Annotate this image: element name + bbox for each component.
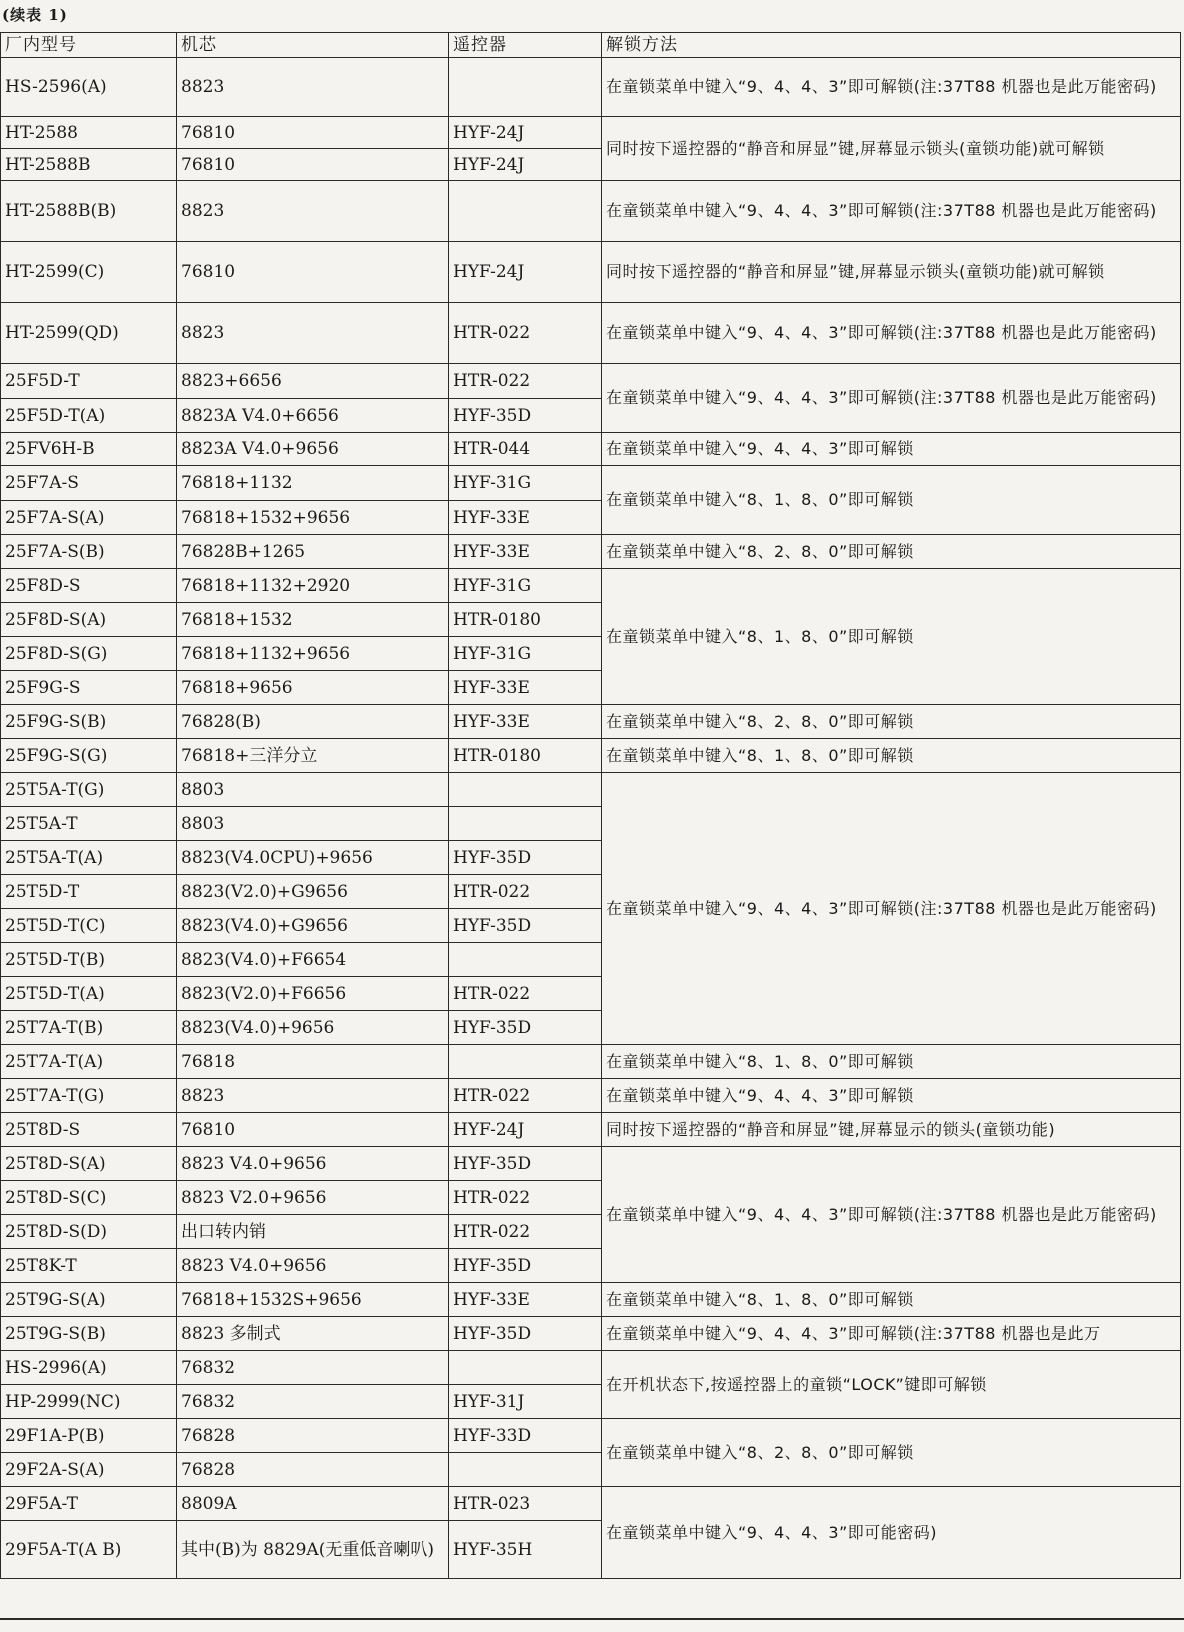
cell-chassis: 8823 V4.0+9656 xyxy=(177,1147,449,1181)
table-row xyxy=(1,58,1181,117)
cell-remote: HTR-022 xyxy=(449,303,602,364)
table-row xyxy=(1,739,1181,773)
cell-chassis: 8823 多制式 xyxy=(177,1317,449,1351)
cell-chassis: 76818+1532 xyxy=(177,603,449,637)
cell-model: 25F7A-S xyxy=(1,466,177,501)
table-row xyxy=(1,1317,1181,1351)
cell-method: 在童锁菜单中键入“9、4、4、3”即可解锁 xyxy=(602,433,1181,466)
cell-model: 29F2A-S(A) xyxy=(1,1453,177,1487)
cell-model: 25F5D-T xyxy=(1,364,177,399)
cell-remote: HTR-022 xyxy=(449,977,602,1011)
cell-remote: HYF-35H xyxy=(449,1521,602,1579)
cell-model: 25T5D-T xyxy=(1,875,177,909)
cell-chassis: 76828 xyxy=(177,1453,449,1487)
cell-remote: HTR-022 xyxy=(449,1215,602,1249)
cell-method: 在童锁菜单中键入“9、4、4、3”即可解锁(注:37T88 机器也是此万能密码) xyxy=(602,181,1181,242)
cell-method: 在童锁菜单中键入“9、4、4、3”即可解锁 xyxy=(602,1079,1181,1113)
cell-remote: HYF-35D xyxy=(449,399,602,433)
cell-model: 25T5A-T(G) xyxy=(1,773,177,807)
cell-remote: HYF-24J xyxy=(449,117,602,149)
table-row xyxy=(1,1147,1181,1181)
cell-remote: HYF-35D xyxy=(449,1147,602,1181)
cell-model: 25F9G-S(G) xyxy=(1,739,177,773)
table-caption: (续表 1) xyxy=(2,6,68,24)
cell-method: 同时按下遥控器的“静音和屏显”键,屏幕显示锁头(童锁功能)就可解锁 xyxy=(602,117,1181,181)
cell-chassis: 8823 xyxy=(177,1079,449,1113)
cell-model: 25F5D-T(A) xyxy=(1,399,177,433)
cell-method: 同时按下遥控器的“静音和屏显”键,屏幕显示锁头(童锁功能)就可解锁 xyxy=(602,242,1181,303)
cell-remote: HYF-33E xyxy=(449,705,602,739)
cell-remote: HTR-044 xyxy=(449,433,602,466)
cell-chassis: 76810 xyxy=(177,149,449,181)
cell-chassis: 76818+1532S+9656 xyxy=(177,1283,449,1317)
cell-remote xyxy=(449,1453,602,1487)
cell-chassis: 8823(V4.0)+9656 xyxy=(177,1011,449,1045)
cell-chassis: 76810 xyxy=(177,117,449,149)
unlock-method-table xyxy=(0,32,1181,1579)
cell-model: HT-2599(QD) xyxy=(1,303,177,364)
cell-method: 在童锁菜单中键入“9、4、4、3”即可解锁(注:37T88 机器也是此万能密码) xyxy=(602,58,1181,117)
cell-remote xyxy=(449,1045,602,1079)
cell-remote xyxy=(449,807,602,841)
cell-chassis: 8823 xyxy=(177,303,449,364)
header-model: 厂内型号 xyxy=(1,33,177,58)
cell-model: 25T8D-S(D) xyxy=(1,1215,177,1249)
cell-chassis: 8803 xyxy=(177,807,449,841)
cell-remote: HYF-33E xyxy=(449,535,602,569)
cell-model: HT-2599(C) xyxy=(1,242,177,303)
cell-model: 25T5A-T(A) xyxy=(1,841,177,875)
table-row xyxy=(1,1079,1181,1113)
header-method: 解锁方法 xyxy=(602,33,1181,58)
cell-remote: HYF-33D xyxy=(449,1419,602,1453)
cell-chassis: 76810 xyxy=(177,1113,449,1147)
cell-model: 29F5A-T xyxy=(1,1487,177,1521)
table-row xyxy=(1,1487,1181,1521)
cell-method: 在开机状态下,按遥控器上的童锁“LOCK”键即可解锁 xyxy=(602,1351,1181,1419)
cell-chassis: 76828(B) xyxy=(177,705,449,739)
cell-remote: HYF-31G xyxy=(449,466,602,501)
cell-chassis: 8823(V2.0)+G9656 xyxy=(177,875,449,909)
cell-remote: HYF-35D xyxy=(449,1249,602,1283)
cell-method: 在童锁菜单中键入“8、2、8、0”即可解锁 xyxy=(602,1419,1181,1487)
cell-remote: HYF-24J xyxy=(449,1113,602,1147)
cell-model: HT-2588 xyxy=(1,117,177,149)
cell-chassis: 76818+9656 xyxy=(177,671,449,705)
cell-remote: HYF-35D xyxy=(449,1317,602,1351)
cell-chassis: 其中(B)为 8829A(无重低音喇叭) xyxy=(177,1521,449,1579)
table-row xyxy=(1,242,1181,303)
cell-model: 29F1A-P(B) xyxy=(1,1419,177,1453)
cell-method: 同时按下遥控器的“静音和屏显”键,屏幕显示的锁头(童锁功能) xyxy=(602,1113,1181,1147)
cell-remote: HYF-33E xyxy=(449,501,602,535)
cell-chassis: 76828B+1265 xyxy=(177,535,449,569)
cell-remote: HYF-33E xyxy=(449,671,602,705)
table-row xyxy=(1,433,1181,466)
cell-chassis: 76818+三洋分立 xyxy=(177,739,449,773)
cell-method: 在童锁菜单中键入“9、4、4、3”即可解锁(注:37T88 机器也是此万能密码) xyxy=(602,773,1181,1045)
cell-model: 25F9G-S(B) xyxy=(1,705,177,739)
cell-remote: HYF-24J xyxy=(449,149,602,181)
cell-chassis: 8823(V4.0CPU)+9656 xyxy=(177,841,449,875)
table-row xyxy=(1,569,1181,603)
cell-method: 在童锁菜单中键入“9、4、4、3”即可解锁(注:37T88 机器也是此万能密码) xyxy=(602,1147,1181,1283)
cell-chassis: 76818+1532+9656 xyxy=(177,501,449,535)
cell-method: 在童锁菜单中键入“9、4、4、3”即可能密码) xyxy=(602,1487,1181,1579)
cell-chassis: 76818 xyxy=(177,1045,449,1079)
cell-chassis: 76818+1132 xyxy=(177,466,449,501)
cell-method: 在童锁菜单中键入“9、4、4、3”即可解锁(注:37T88 机器也是此万能密码) xyxy=(602,303,1181,364)
cell-method: 在童锁菜单中键入“8、2、8、0”即可解锁 xyxy=(602,535,1181,569)
table-row xyxy=(1,1283,1181,1317)
cell-chassis: 8823(V4.0)+F6654 xyxy=(177,943,449,977)
cell-remote xyxy=(449,1351,602,1385)
cell-chassis: 8823+6656 xyxy=(177,364,449,399)
cell-remote: HYF-31G xyxy=(449,637,602,671)
table-header-row xyxy=(1,33,1181,58)
cell-chassis: 8823(V4.0)+G9656 xyxy=(177,909,449,943)
cell-method: 在童锁菜单中键入“8、1、8、0”即可解锁 xyxy=(602,466,1181,535)
cell-model: 25T5D-T(C) xyxy=(1,909,177,943)
cell-chassis: 8823A V4.0+6656 xyxy=(177,399,449,433)
cell-remote: HYF-35D xyxy=(449,841,602,875)
cell-remote: HTR-022 xyxy=(449,1181,602,1215)
cell-model: 25T8D-S(C) xyxy=(1,1181,177,1215)
cell-chassis: 76832 xyxy=(177,1351,449,1385)
cell-remote: HTR-022 xyxy=(449,1079,602,1113)
table-row xyxy=(1,1045,1181,1079)
cell-method: 在童锁菜单中键入“8、1、8、0”即可解锁 xyxy=(602,739,1181,773)
cell-chassis: 8823 V4.0+9656 xyxy=(177,1249,449,1283)
cell-chassis: 8803 xyxy=(177,773,449,807)
cell-model: HS-2996(A) xyxy=(1,1351,177,1385)
cell-chassis: 出口转内销 xyxy=(177,1215,449,1249)
cell-remote: HTR-022 xyxy=(449,875,602,909)
cell-model: 25F9G-S xyxy=(1,671,177,705)
cell-remote: HYF-31G xyxy=(449,569,602,603)
table-row xyxy=(1,364,1181,399)
cell-chassis: 8823A V4.0+9656 xyxy=(177,433,449,466)
cell-remote: HYF-35D xyxy=(449,1011,602,1045)
cell-chassis: 8809A xyxy=(177,1487,449,1521)
cell-model: 25T8D-S(A) xyxy=(1,1147,177,1181)
cell-method: 在童锁菜单中键入“8、1、8、0”即可解锁 xyxy=(602,569,1181,705)
header-remote: 遥控器 xyxy=(449,33,602,58)
cell-chassis: 8823 V2.0+9656 xyxy=(177,1181,449,1215)
cell-remote: HYF-31J xyxy=(449,1385,602,1419)
cell-remote xyxy=(449,773,602,807)
cell-chassis: 8823 xyxy=(177,181,449,242)
cell-model: 25T7A-T(B) xyxy=(1,1011,177,1045)
cell-model: HS-2596(A) xyxy=(1,58,177,117)
table-row xyxy=(1,181,1181,242)
cell-remote: HTR-022 xyxy=(449,364,602,399)
cell-remote: HTR-023 xyxy=(449,1487,602,1521)
cell-model: HP-2999(NC) xyxy=(1,1385,177,1419)
header-chassis: 机芯 xyxy=(177,33,449,58)
table-row xyxy=(1,117,1181,149)
cell-chassis: 8823 xyxy=(177,58,449,117)
cell-chassis: 76810 xyxy=(177,242,449,303)
cell-remote: HYF-24J xyxy=(449,242,602,303)
cell-method: 在童锁菜单中键入“9、4、4、3”即可解锁(注:37T88 机器也是此万能密码) xyxy=(602,364,1181,433)
cell-model: 25F8D-S(G) xyxy=(1,637,177,671)
cell-model: 29F5A-T(A B) xyxy=(1,1521,177,1579)
cell-model: 25T8D-S xyxy=(1,1113,177,1147)
cell-remote xyxy=(449,58,602,117)
cell-remote xyxy=(449,943,602,977)
cell-model: 25T5D-T(A) xyxy=(1,977,177,1011)
cell-model: 25T7A-T(G) xyxy=(1,1079,177,1113)
table-row xyxy=(1,303,1181,364)
table-row xyxy=(1,773,1181,807)
cell-remote xyxy=(449,181,602,242)
cell-method: 在童锁菜单中键入“8、2、8、0”即可解锁 xyxy=(602,705,1181,739)
cell-model: 25T5A-T xyxy=(1,807,177,841)
table-row xyxy=(1,1113,1181,1147)
cell-model: 25F7A-S(A) xyxy=(1,501,177,535)
cell-chassis: 8823(V2.0)+F6656 xyxy=(177,977,449,1011)
table-row xyxy=(1,1351,1181,1385)
cell-model: 25F8D-S xyxy=(1,569,177,603)
cell-model: 25T9G-S(A) xyxy=(1,1283,177,1317)
cell-model: 25T9G-S(B) xyxy=(1,1317,177,1351)
cell-model: 25T8K-T xyxy=(1,1249,177,1283)
cell-model: 25F8D-S(A) xyxy=(1,603,177,637)
cell-model: HT-2588B(B) xyxy=(1,181,177,242)
bottom-rule xyxy=(0,1618,1184,1620)
cell-remote: HTR-0180 xyxy=(449,739,602,773)
cell-model: 25F7A-S(B) xyxy=(1,535,177,569)
cell-remote: HYF-35D xyxy=(449,909,602,943)
cell-method: 在童锁菜单中键入“8、1、8、0”即可解锁 xyxy=(602,1045,1181,1079)
cell-chassis: 76832 xyxy=(177,1385,449,1419)
cell-chassis: 76818+1132+9656 xyxy=(177,637,449,671)
cell-model: 25FV6H-B xyxy=(1,433,177,466)
cell-method: 在童锁菜单中键入“8、1、8、0”即可解锁 xyxy=(602,1283,1181,1317)
cell-method: 在童锁菜单中键入“9、4、4、3”即可解锁(注:37T88 机器也是此万 xyxy=(602,1317,1181,1351)
cell-remote: HTR-0180 xyxy=(449,603,602,637)
cell-chassis: 76818+1132+2920 xyxy=(177,569,449,603)
table-row xyxy=(1,705,1181,739)
table-row xyxy=(1,1419,1181,1453)
cell-model: 25T7A-T(A) xyxy=(1,1045,177,1079)
cell-model: 25T5D-T(B) xyxy=(1,943,177,977)
cell-model: HT-2588B xyxy=(1,149,177,181)
table-row xyxy=(1,466,1181,501)
table-row xyxy=(1,535,1181,569)
cell-remote: HYF-33E xyxy=(449,1283,602,1317)
cell-chassis: 76828 xyxy=(177,1419,449,1453)
